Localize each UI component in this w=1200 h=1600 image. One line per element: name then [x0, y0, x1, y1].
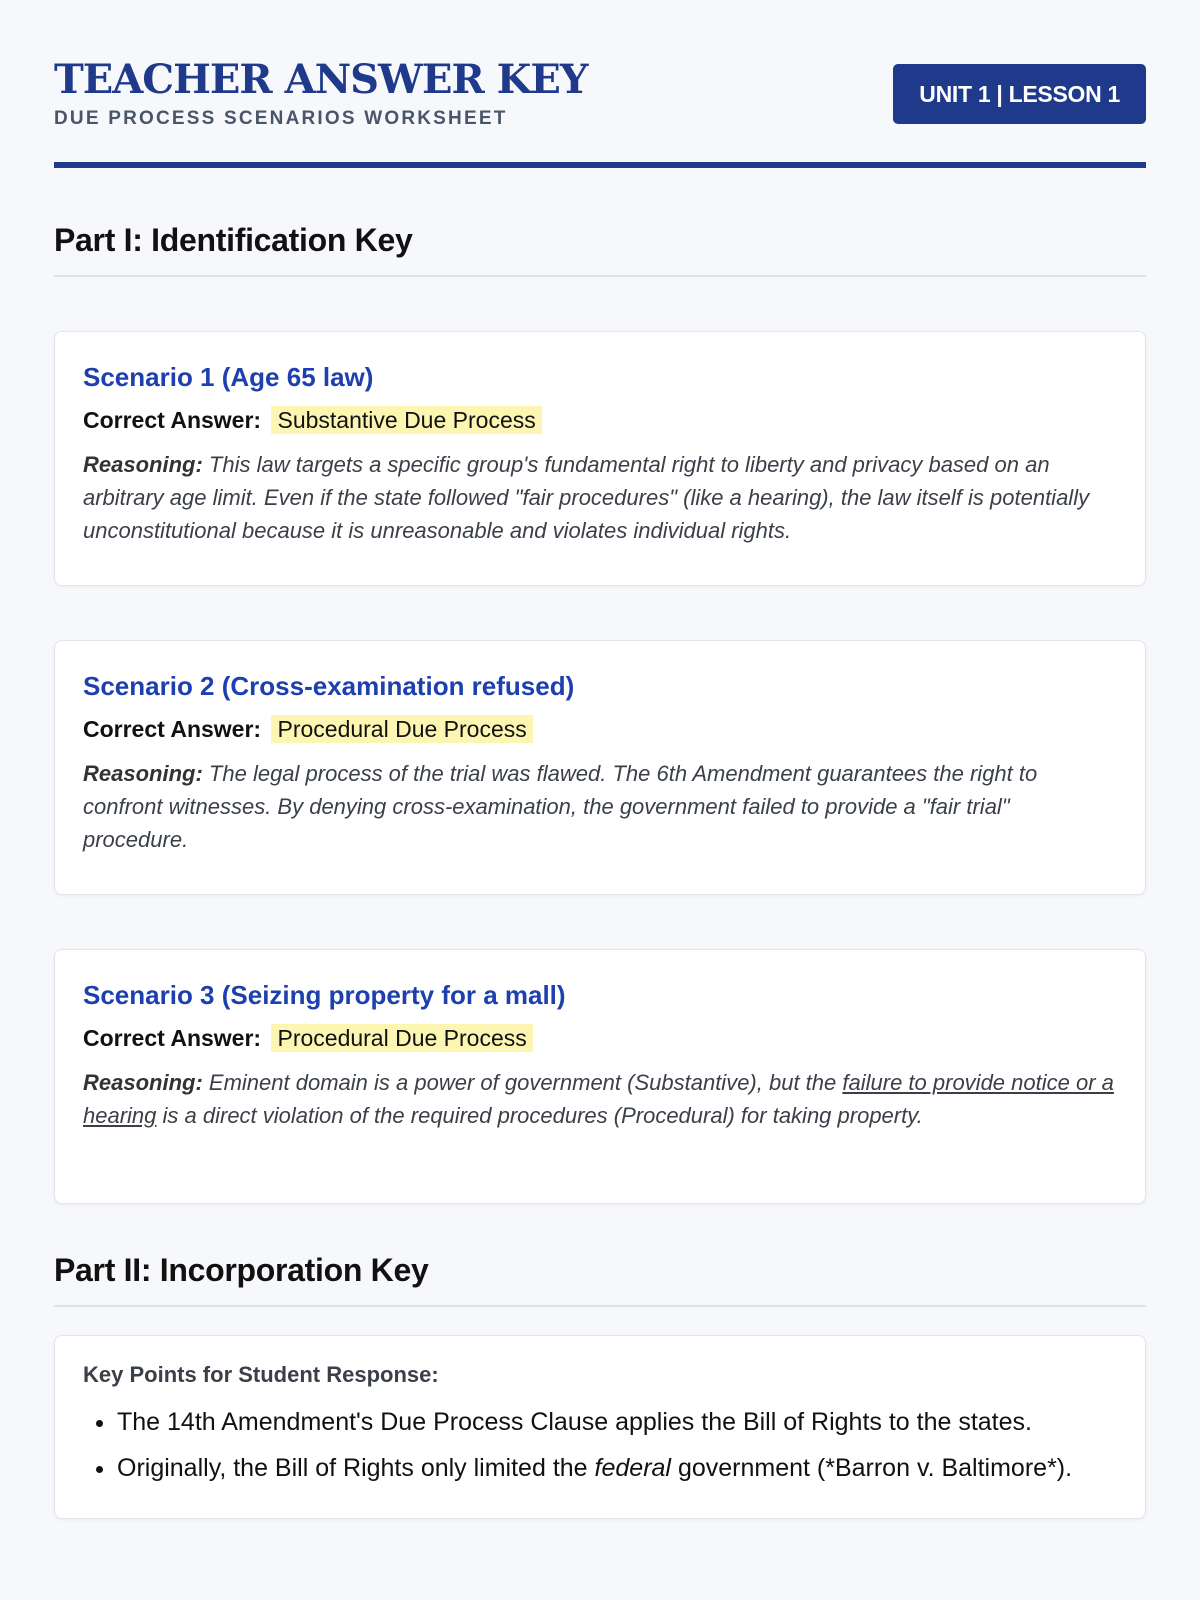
- scenario-title: Scenario 1 (Age 65 law): [83, 362, 374, 392]
- answer-value: Procedural Due Process: [271, 715, 532, 743]
- reasoning-emphasis: failure to provide notice or a hearing: [83, 1070, 1114, 1128]
- answer-row: [83, 716, 1117, 743]
- header: [54, 0, 1146, 168]
- incorporation-card: [54, 1335, 1146, 1519]
- scenario-title: Scenario 3 (Seizing property for a mall): [83, 980, 566, 1010]
- point-text: The 14th Amendment's Due Process Clause applies the Bill of Rights to the states.: [117, 1408, 1032, 1436]
- reasoning-text: The legal process of the trial was flawed. The 6th Amendment guarantees the right to confront witnesses. By denying cross-examination, the government failed to provide a "fair trial" procedure.: [83, 761, 1038, 852]
- answer-label: Correct Answer:: [83, 407, 262, 433]
- scenario-card-2: [54, 640, 1146, 895]
- point-text: government (*Barron v. Baltimore*).: [677, 1454, 1073, 1482]
- point-emphasis: federal: [594, 1454, 671, 1482]
- reasoning: [83, 1066, 1117, 1132]
- answer-label: Correct Answer:: [83, 716, 262, 742]
- key-points-label: Key Points for Student Response:: [83, 1362, 439, 1387]
- reasoning: [83, 448, 1117, 547]
- page-title: TEACHER ANSWER KEY: [54, 56, 588, 103]
- page-subtitle: DUE PROCESS SCENARIOS WORKSHEET: [54, 108, 508, 129]
- reasoning-label: Reasoning:: [83, 452, 203, 477]
- reasoning-label: Reasoning:: [83, 761, 203, 786]
- point-text: Originally, the Bill of Rights only limited the: [117, 1454, 588, 1482]
- key-points-list: [83, 1402, 1117, 1488]
- unit-lesson-badge: UNIT 1 | LESSON 1: [893, 64, 1146, 124]
- answer-value: Substantive Due Process: [271, 406, 541, 434]
- scenario-title: Scenario 2 (Cross-examination refused): [83, 671, 575, 701]
- answer-value: Procedural Due Process: [271, 1024, 532, 1052]
- list-item: [117, 1448, 1117, 1488]
- reasoning-text: Eminent domain is a power of government (Substantive), but the: [208, 1070, 837, 1095]
- part1-heading: Part I: Identification Key: [54, 168, 1146, 277]
- answer-row: [83, 407, 1117, 434]
- scenario-card-3: [54, 949, 1146, 1204]
- reasoning-label: Reasoning:: [83, 1070, 203, 1095]
- reasoning: [83, 757, 1117, 856]
- answer-label: Correct Answer:: [83, 1025, 262, 1051]
- reasoning-text: This law targets a specific group's fundamental right to liberty and privacy based on an arbitrary age limit. Even if the state followed "fair procedures" (like a hearing), the law itself is potentially unconstitutional because it is unreasonable and violates individual rights.: [83, 452, 1090, 543]
- answer-row: [83, 1025, 1117, 1052]
- scenario-card-1: [54, 331, 1146, 586]
- list-item: [117, 1402, 1117, 1442]
- reasoning-text: is a direct violation of the required procedures (Procedural) for taking property.: [162, 1103, 923, 1128]
- part2-heading: Part II: Incorporation Key: [54, 1204, 1146, 1307]
